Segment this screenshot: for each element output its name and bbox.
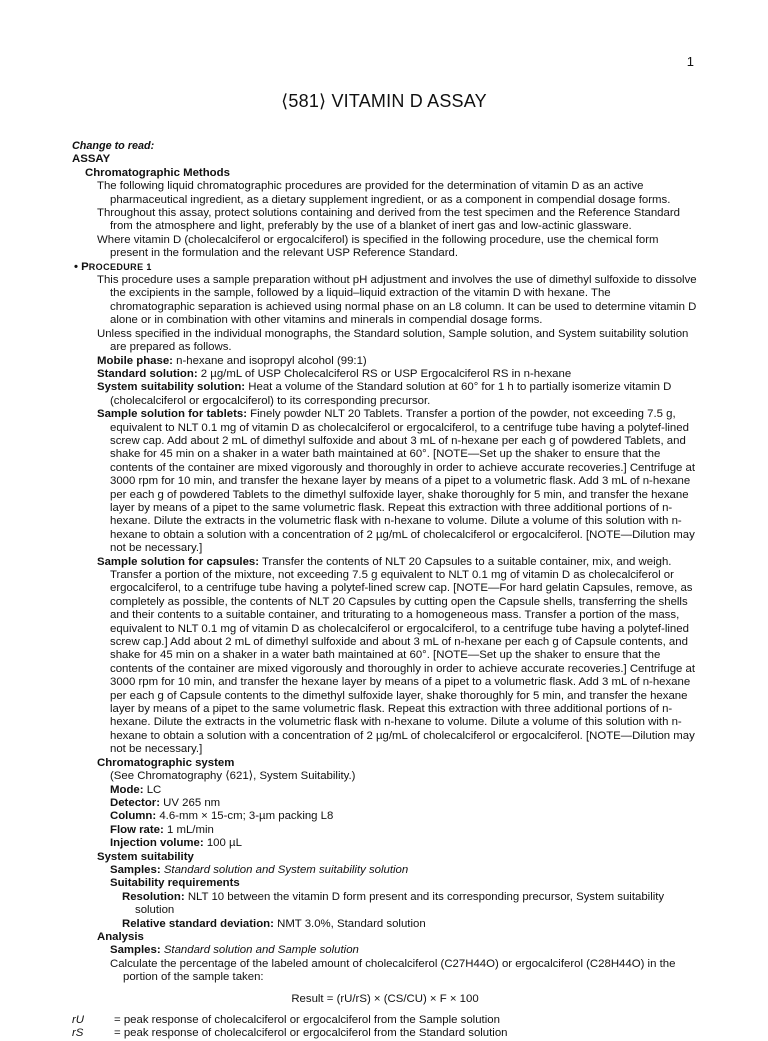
standard-solution-value: 2 µg/mL of USP Cholecalciferol RS or USP Ergocalciferol RS in n-hexane [197, 367, 572, 380]
analysis-heading: Analysis [97, 930, 144, 943]
standard-solution-label: Standard solution: [97, 367, 198, 380]
injection-volume-row [110, 837, 698, 850]
mobile-phase-value: n-hexane and isopropyl alcohol (99:1) [172, 354, 367, 367]
definition-row [72, 1014, 698, 1027]
mode-label: Mode: [110, 783, 144, 796]
flow-rate-row [110, 824, 698, 837]
chromatographic-system-heading: Chromatographic system [97, 756, 235, 769]
ss-samples-label: Samples: [110, 863, 161, 876]
document-body [72, 140, 698, 1041]
unless-specified-paragraph: Unless specified in the individual monographs, the Standard solution, Sample solution, and System suitability solution are prepared as follows. [97, 327, 689, 354]
analysis-samples-row [110, 944, 698, 957]
result-equation: Result = (rU/rS) × (CS/CU) × F × 100 [291, 992, 479, 1005]
flow-rate-label: Flow rate: [110, 823, 164, 836]
analysis-samples-value: Standard solution and Sample solution [160, 944, 359, 957]
injection-volume-value: 100 µL [203, 837, 242, 850]
ss-samples-row [110, 864, 698, 877]
detector-row [110, 797, 698, 810]
chromatographic-methods-heading: Chromatographic Methods [85, 166, 230, 179]
suitability-requirements-heading: Suitability requirements [110, 877, 240, 890]
sample-solution-tablets [97, 408, 698, 555]
system-suitability-solution [97, 381, 698, 408]
standard-solution [97, 368, 698, 381]
detector-value: UV 265 nm [160, 796, 221, 809]
procedure-description: This procedure uses a sample preparation without pH adjustment and involves the use of dimethyl sulfoxide to dissolve the excipients in the sample, followed by a liquid–liquid extraction of the vitamin D with hexane. The chromatographic separation is achieved using normal phase on an L8 column. It can be used to determine vitamin D alone or in combination with other vitamins and minerals in compendial dosage forms. [97, 274, 697, 327]
mobile-phase [97, 355, 698, 368]
system-suitability-heading: System suitability [97, 850, 194, 863]
page-number: 1 [686, 54, 694, 69]
sample-capsules-label: Sample solution for capsules: [97, 555, 260, 568]
resolution-value: NLT 10 between the vitamin D form present and its corresponding precursor, System suitability solution [135, 890, 665, 917]
rsd-label: Relative standard deviation: [122, 917, 274, 930]
intro-paragraph-3: Where vitamin D (cholecalciferol or ergocalciferol) is specified in the following procedure, use the chemical form present in the formulation and the relevant USP Reference Standard. [97, 233, 659, 260]
definition-symbol: rS [72, 1027, 84, 1040]
column-label: Column: [110, 810, 157, 823]
calculation-text: Calculate the percentage of the labeled amount of cholecalciferol (C27H44O) or ergocalciferol (C28H44O) in the portion of the sample taken: [110, 957, 676, 984]
mode-row [110, 784, 698, 797]
procedure-1-heading [74, 261, 698, 274]
analysis-samples-label: Samples: [110, 944, 161, 957]
mode-value: LC [143, 783, 162, 796]
procedure-label-initial: P [81, 260, 89, 273]
definition-text: = peak response of cholecalciferol or ergocalciferol from the Standard solution [114, 1027, 508, 1040]
bullet: • [74, 260, 78, 273]
rsd-value: NMT 3.0%, Standard solution [273, 917, 426, 930]
definition-text: = peak response of cholecalciferol or ergocalciferol from the Sample solution [114, 1014, 500, 1026]
flow-rate-value: 1 mL/min [163, 823, 214, 836]
ss-samples-value: Standard solution and System suitability solution [160, 863, 409, 876]
detector-label: Detector: [110, 796, 161, 809]
rsd-row [122, 918, 698, 931]
intro-paragraph-2: Throughout this assay, protect solutions containing and derived from the test specimen and the Reference Standard from the atmosphere and light, preferably by the use of a blanket of inert gas and low-actinic glassware. [97, 207, 680, 233]
column-row [110, 810, 698, 823]
intro-paragraph-1: The following liquid chromatographic procedures are provided for the determination of vitamin D as an active pharmaceutical ingredient, as a dietary supplement ingredient, or as a component in compendial dosage forms. [97, 180, 671, 206]
sample-capsules-value: Transfer the contents of NLT 20 Capsules to a suitable container, mix, and weigh. Transfer a portion of the mixture, not exceeding 7.5 g equivalent to NLT 0.1 mg of vitamin D as cholecalciferol or ergocalciferol, to a centrifuge tube having a polytef-lined screw cap. [NOTE—For hard gelatin Capsules, remove, as completely as possible, the contents of NLT 20 Capsules by cutting open the Capsule shells, transferring the shells and their contents to a suitable container, and triturating to a homogeneous mass. Transfer a portion of the mass, equivalent to NLT 0.1 mg of vitamin D as cholecalciferol or ergocalciferol, to a centrifuge tube having a polytef-lined screw cap.] Add about 2 mL of dimethyl sulfoxide and about 3 mL of n-hexane per each g of Capsule contents, and shake for 45 min on a shaker in a water bath maintained at 60°. [NOTE—Set up the shaker to ensure that the contents of the container are mixed vigorously and thoroughly in order to achieve accurate recoveries.] Centrifuge at 3000 rpm for 10 min, and transfer the hexane layer by means of a pipet to a volumetric flask. Add 3 mL of n-hexane per each g of Capsule contents to the dimethyl sulfoxide layer, shake thoroughly for 5 min, and transfer the hexane layer by means of a pipet to the same volumetric flask. Repeat this extraction with three additional portions of n-hexane. Dilute the extracts in the volumetric flask with n-hexane to volume. Dilute a volume of this solution with n-hexane to obtain a solution with a concentration of 2 µg/mL of cholecalciferol or ergocalciferol. [NOTE—Dilution may not be necessary.] [110, 555, 696, 756]
see-chromatography-reference: (See Chromatography ⟨621⟩, System Suitability.) [110, 770, 356, 783]
column-value: 4.6-mm × 15-cm; 3-µm packing L8 [156, 810, 334, 823]
definition-row [72, 1027, 698, 1040]
page-title: ⟨581⟩ VITAMIN D ASSAY [281, 91, 487, 111]
mobile-phase-label: Mobile phase: [97, 354, 173, 367]
system-suitability-solution-label: System suitability solution: [97, 381, 246, 394]
resolution-label: Resolution: [122, 890, 185, 903]
system-suitability-solution-value: Heat a volume of the Standard solution at 60° for 1 h to partially isomerize vitamin D (cholecalciferol or ergocalciferol) to its corresponding precursor. [110, 381, 672, 407]
procedure-label-rest: ROCEDURE 1 [88, 261, 152, 272]
assay-heading: ASSAY [72, 153, 111, 166]
change-to-read-label: Change to read: [72, 140, 155, 152]
definition-symbol: rU [72, 1014, 85, 1026]
sample-tablets-value: Finely powder NLT 20 Tablets. Transfer a portion of the powder, not exceeding 7.5 g, equivalent to NLT 0.1 mg of vitamin D as cholecalciferol or ergocalciferol, to a centrifuge tube having a polytef-lined screw cap. Add about 2 mL of dimethyl sulfoxide and about 3 mL of n-hexane per each g of powdered Tablets, and shake for 45 min on a shaker in a water bath maintained at 60°. [NOTE—Set up the shaker to ensure that the contents of the container are mixed vigorously and thoroughly in order to achieve accurate recoveries.] Centrifuge at 3000 rpm for 10 min, and transfer the hexane layer by means of a pipet to a volumetric flask. Add 3 mL of n-hexane per each g of powdered Tablets to the dimethyl sulfoxide layer, shake thoroughly for 5 min, and transfer the hexane layer by means of a pipet to the same volumetric flask. Repeat this extraction with three additional portions of n-hexane. Dilute the extracts in the volumetric flask with n-hexane to volume. Dilute a volume of this solution with n-hexane to obtain a solution with a concentration of 2 µg/mL of cholecalciferol or ergocalciferol. [NOTE—Dilution may not be necessary.] [110, 408, 696, 555]
injection-volume-label: Injection volume: [110, 837, 204, 850]
sample-solution-capsules [97, 556, 698, 757]
sample-tablets-label: Sample solution for tablets: [97, 408, 247, 421]
resolution-row [122, 891, 698, 918]
